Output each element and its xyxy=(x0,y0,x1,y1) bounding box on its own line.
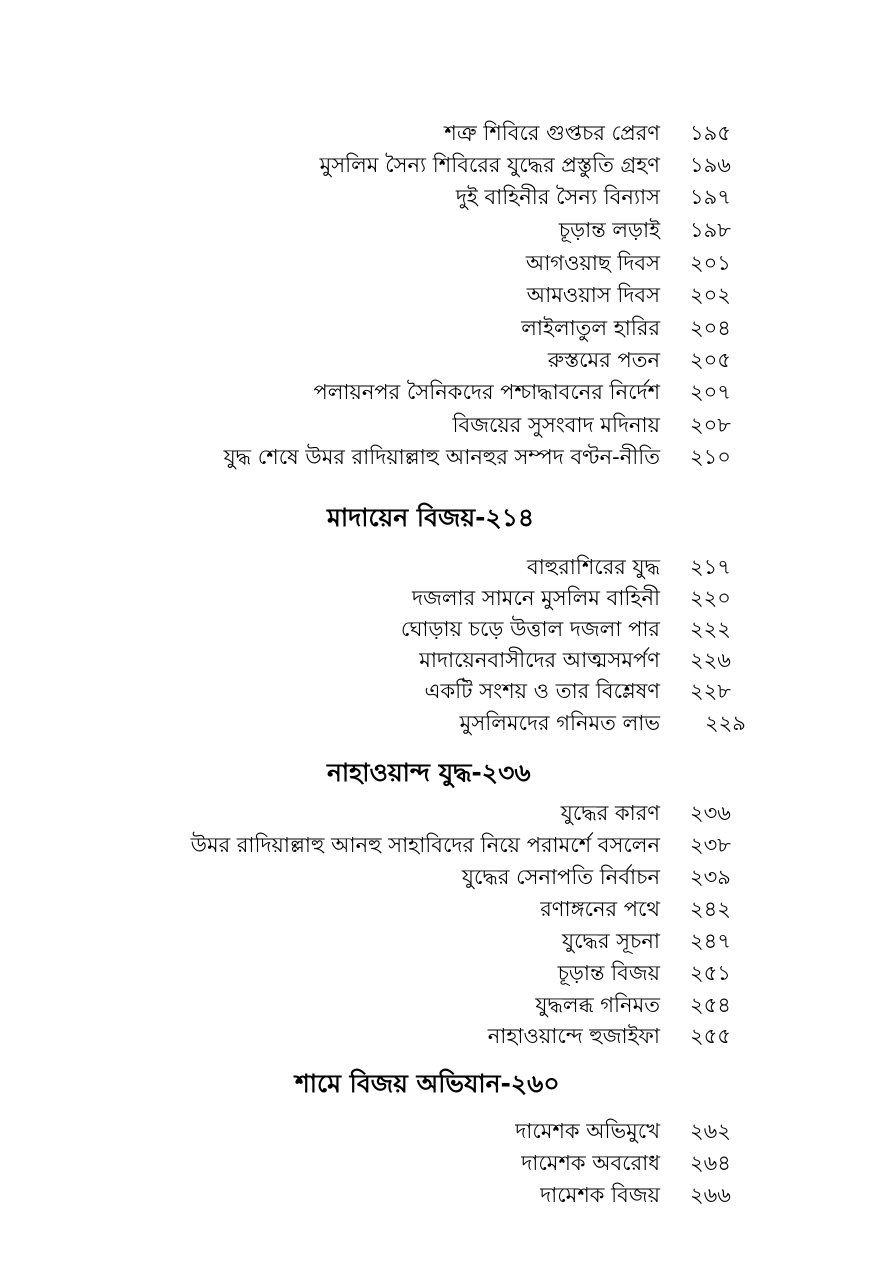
entry-page-number: ২২২ xyxy=(690,617,731,641)
toc-entry xyxy=(0,862,870,892)
toc-entry xyxy=(0,583,870,613)
entry-title: যুদ্ধের সূচনা xyxy=(562,929,660,953)
entry-title: ঘোড়ায় চড়ে উত্তাল দজলা পার xyxy=(400,617,660,641)
entry-title: শত্রু শিবিরে গুপ্তচর প্রেরণ xyxy=(444,121,660,145)
toc-entry xyxy=(0,894,870,924)
toc-entry xyxy=(0,182,870,212)
entry-page-number: ১৯৮ xyxy=(690,218,731,242)
entry-title: উমর রাদিয়াল্লাহু আনহু সাহাবিদের নিয়ে পরামর্শে বসলেন xyxy=(190,833,660,857)
entry-title: মাদায়েনবাসীদের আত্মসমর্পণ xyxy=(419,648,660,672)
entry-page-number: ১৯৬ xyxy=(690,153,731,177)
entry-title: চূড়ান্ত বিজয় xyxy=(557,961,660,985)
entry-title: দামেশক অবরোধ xyxy=(521,1151,660,1175)
entry-title: একটি সংশয় ও তার বিশ্লেষণ xyxy=(424,679,660,703)
entry-title: বাহুরাশিরের যুদ্ধ xyxy=(527,555,660,579)
toc-entry xyxy=(0,313,870,343)
entry-page-number: ২০১ xyxy=(690,251,731,275)
toc-entry xyxy=(0,1021,870,1051)
entry-page-number: ২৪২ xyxy=(690,897,731,921)
entry-page-number: ১৯৭ xyxy=(690,185,731,209)
toc-entry xyxy=(0,377,870,407)
toc-entry xyxy=(0,552,870,582)
toc-entry xyxy=(0,614,870,644)
entry-title: দামেশক বিজয় xyxy=(540,1183,660,1207)
toc-entry xyxy=(0,708,870,738)
entry-title: নাহাওয়ান্দে হুজাইফা xyxy=(487,1024,660,1048)
entry-title: যুদ্ধের সেনাপতি নির্বাচন xyxy=(461,865,660,889)
section-heading: শামে বিজয় অভিযান-২৬০ xyxy=(295,1069,560,1098)
entry-page-number: ২৬৬ xyxy=(690,1183,731,1207)
entry-page-number: ২০৭ xyxy=(690,380,731,404)
entry-title: রণাঙ্গনের পথে xyxy=(540,897,660,921)
section-heading: মাদায়েন বিজয়-২১৪ xyxy=(327,503,535,532)
section-heading: নাহাওয়ান্দ যুদ্ধ-২৩৬ xyxy=(327,758,531,787)
entry-title: লাইলাতুল হারির xyxy=(521,316,660,340)
entry-page-number: ২৬২ xyxy=(690,1119,731,1143)
entry-title: দামেশক অভিমুখে xyxy=(515,1119,660,1143)
entry-title: পলায়নপর সৈনিকদের পশ্চাদ্ধাবনের নির্দেশ xyxy=(313,380,660,404)
entry-page-number: ২৬৪ xyxy=(690,1151,731,1175)
entry-title: বিজয়ের সুসংবাদ মদিনায় xyxy=(452,413,660,437)
toc-entry xyxy=(0,215,870,245)
entry-page-number: ২০৫ xyxy=(690,348,731,372)
entry-title: আমওয়াস দিবস xyxy=(526,283,660,307)
entry-page-number: ২১৭ xyxy=(690,555,731,579)
entry-page-number: ২২০ xyxy=(690,586,731,610)
entry-page-number: ২৫৫ xyxy=(690,1024,731,1048)
entry-page-number: ২৩৮ xyxy=(690,833,731,857)
entry-page-number: ২০২ xyxy=(690,283,731,307)
entry-title: দজলার সামনে মুসলিম বাহিনী xyxy=(412,586,660,610)
entry-title: যুদ্ধের কারণ xyxy=(560,801,660,825)
entry-title: মুসলিমদের গনিমত লাভ xyxy=(459,711,660,735)
entry-title: দুই বাহিনীর সৈন্য বিন্যাস xyxy=(455,185,660,209)
toc-entry xyxy=(0,1180,870,1210)
toc-entry xyxy=(0,248,870,278)
entry-page-number: ২৩৯ xyxy=(690,865,731,889)
toc-entry xyxy=(0,118,870,148)
entry-page-number: ২০৪ xyxy=(690,316,731,340)
entry-page-number: ২৫৪ xyxy=(690,993,731,1017)
toc-entry xyxy=(0,280,870,310)
toc-entry xyxy=(0,442,870,472)
entry-page-number: ২০৮ xyxy=(690,413,731,437)
toc-entry xyxy=(0,645,870,675)
entry-title: যুদ্ধলব্ধ গনিমত xyxy=(535,993,660,1017)
toc-entry xyxy=(0,958,870,988)
entry-page-number: ২২৮ xyxy=(690,679,731,703)
toc-entry xyxy=(0,150,870,180)
entry-page-number: ২৩৬ xyxy=(690,801,731,825)
entry-page-number: ২২৯ xyxy=(705,711,746,735)
entry-page-number: ২৫১ xyxy=(690,961,731,985)
entry-page-number: ২৪৭ xyxy=(690,929,731,953)
toc-entry xyxy=(0,1116,870,1146)
entry-title: চূড়ান্ত লড়াই xyxy=(558,218,660,242)
entry-page-number: ১৯৫ xyxy=(690,121,731,145)
toc-entry xyxy=(0,345,870,375)
toc-entry xyxy=(0,990,870,1020)
toc-entry xyxy=(0,830,870,860)
toc-entry xyxy=(0,926,870,956)
entry-title: যুদ্ধ শেষে উমর রাদিয়াল্লাহু আনহুর সম্পদ বণ্টন-নীতি xyxy=(223,445,660,469)
entry-title: আগওয়াছ দিবস xyxy=(525,251,660,275)
toc-entry xyxy=(0,410,870,440)
toc-entry xyxy=(0,1148,870,1178)
entry-title: রুস্তমের পতন xyxy=(547,348,660,372)
entry-page-number: ২১০ xyxy=(690,445,731,469)
entry-page-number: ২২৬ xyxy=(690,648,731,672)
toc-entry xyxy=(0,798,870,828)
entry-title: মুসলিম সৈন্য শিবিরের যুদ্ধের প্রস্তুতি গ্রহণ xyxy=(319,153,660,177)
toc-entry xyxy=(0,676,870,706)
